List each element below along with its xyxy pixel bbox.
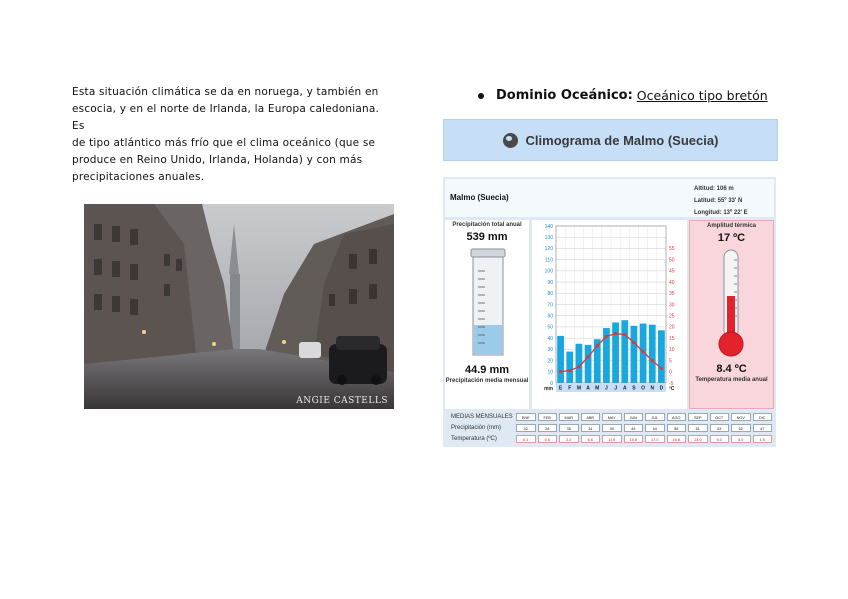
temperature-point (559, 370, 562, 373)
temp-mean-label: Temperatura media anual (695, 377, 768, 383)
intro-line: precipitaciones anuales. (72, 171, 205, 183)
right-tick-label: 5 (669, 358, 672, 365)
heading-label: Dominio Oceánico: (496, 88, 633, 103)
precip-cell: 28 (538, 424, 558, 432)
month-cell: FEB (538, 413, 558, 421)
right-tick-label: 0 (669, 369, 672, 376)
month-cell: OCT (710, 413, 730, 421)
precip-cell: 51 (688, 424, 708, 432)
globe-icon (503, 133, 518, 148)
precip-bar (649, 325, 656, 383)
x-tick-label: S (632, 385, 636, 392)
precip-cell: 42 (516, 424, 536, 432)
month-cell: SEP (688, 413, 708, 421)
temp-cell: 17.0 (645, 435, 665, 443)
x-tick-label: J (614, 385, 617, 392)
month-cell: DIC (753, 413, 773, 421)
precip-cell: 54 (645, 424, 665, 432)
chart-svg (532, 220, 687, 409)
month-cell: MAY (602, 413, 622, 421)
temp-cell: 0.5 (538, 435, 558, 443)
intro-line: escocia, y en el norte de Irlanda, la Europa caledoniana. Es (72, 103, 380, 132)
left-tick-label: 30 (547, 347, 553, 354)
street-photo (84, 204, 394, 409)
section-heading (478, 88, 768, 103)
climogram-chart (532, 220, 687, 409)
precip-bar (557, 336, 564, 383)
temperature-point (568, 369, 571, 372)
city-name: Malmo (Suecia) (450, 193, 509, 202)
x-tick-label: O (641, 385, 646, 392)
rain-gauge-icon (445, 243, 529, 363)
precip-cell: 49 (624, 424, 644, 432)
temp-row-label: Temperatura (ºC) (451, 436, 497, 442)
temperature-point (577, 365, 580, 368)
right-tick-label: 35 (669, 291, 675, 298)
precip-bar (585, 345, 592, 383)
left-tick-label: 90 (547, 279, 553, 286)
left-tick-label: 60 (547, 313, 553, 320)
temp-cell: 9.0 (710, 435, 730, 443)
precip-total-value: 539 mm (466, 231, 508, 243)
intro-paragraph (72, 84, 394, 186)
temperature-point (586, 355, 589, 358)
month-cell: AGO (667, 413, 687, 421)
temperature-panel (689, 220, 774, 409)
left-tick-label: 0 (550, 380, 553, 387)
temp-cell: 6.6 (581, 435, 601, 443)
banner-title: Climograma de Malmo (Suecia) (525, 132, 719, 148)
thermometer-icon (690, 244, 773, 364)
temp-mean-value: 8.4 ºC (716, 363, 747, 375)
precip-total-title: Precipitación total anual (452, 222, 522, 228)
precip-row-label: Precipitación (mm) (451, 425, 502, 431)
temp-cell: 11.6 (602, 435, 622, 443)
x-tick-label: N (650, 385, 655, 392)
temperature-point (605, 335, 608, 338)
right-tick-label: -5 (669, 380, 674, 387)
temperature-point (596, 344, 599, 347)
precip-mean-label: Precipitación media mensual (445, 378, 529, 384)
precip-bar (631, 326, 638, 383)
month-cell: JUN (624, 413, 644, 421)
intro-line: de tipo atlántico más frío que el clima oceánico (que se (72, 137, 376, 149)
x-tick-label: M (595, 385, 600, 392)
right-tick-label: 20 (669, 324, 675, 331)
longitude: Longitud: 13º 22' E (694, 210, 748, 216)
right-tick-label: 55 (669, 246, 675, 253)
left-tick-label: 110 (545, 257, 553, 264)
precip-cell: 53 (710, 424, 730, 432)
temp-cell: 1.5 (753, 435, 773, 443)
temp-cell: 15.8 (624, 435, 644, 443)
month-cell: ENE (516, 413, 536, 421)
right-axis-unit: ºC (669, 386, 675, 392)
temperature-point (623, 333, 626, 336)
altitude: Altitud: 106 m (694, 186, 734, 192)
month-cell: ABR (581, 413, 601, 421)
geo-info (694, 183, 748, 219)
temp-cell: 0.1 (516, 435, 536, 443)
intro-line: Esta situación climática se da en noruega, y también en (72, 86, 379, 98)
x-tick-label: E (558, 385, 563, 392)
left-tick-label: 80 (547, 291, 553, 298)
climogram (443, 177, 776, 447)
intro-line: produce en Reino Unido, Irlanda, Holanda) y con más (72, 154, 363, 166)
left-tick-label: 20 (547, 358, 553, 365)
precip-mean-value: 44.9 mm (464, 364, 510, 376)
temp-cell: 16.6 (667, 435, 687, 443)
temperature-point (641, 350, 644, 353)
photo-watermark: ANGIE CASTELLS (296, 396, 388, 406)
left-tick-label: 140 (544, 223, 553, 230)
precip-cell: 34 (581, 424, 601, 432)
left-tick-label: 10 (547, 369, 553, 376)
monthly-table (445, 412, 774, 445)
temp-cell: 2.2 (559, 435, 579, 443)
amplitude-value: 17 ºC (717, 232, 746, 244)
precip-cell: 35 (559, 424, 579, 432)
table-row (445, 434, 774, 444)
amplitude-title: Amplitud térmica (706, 223, 756, 229)
right-tick-label: 50 (669, 257, 675, 264)
temp-cell: 5.0 (731, 435, 751, 443)
precip-cell: 56 (667, 424, 687, 432)
temperature-point (660, 367, 663, 370)
latitude: Latitud: 55º 33' N (694, 198, 743, 204)
climogram-banner (443, 119, 778, 161)
temperature-point (651, 359, 654, 362)
precip-cell: 39 (602, 424, 622, 432)
bullet-icon (478, 93, 484, 99)
right-tick-label: 25 (669, 313, 675, 320)
precip-bar (658, 330, 665, 383)
table-row (445, 412, 774, 422)
x-tick-label: M (576, 385, 582, 392)
table-row (445, 423, 774, 433)
left-tick-label: 130 (544, 235, 553, 242)
right-tick-label: 15 (669, 335, 675, 342)
temperature-point (614, 332, 617, 335)
x-tick-label: F (568, 385, 572, 392)
left-tick-label: 100 (544, 268, 553, 275)
left-tick-label: 120 (544, 246, 553, 253)
precip-cell: 47 (753, 424, 773, 432)
climogram-header (445, 179, 774, 217)
left-tick-label: 70 (547, 302, 553, 309)
x-tick-label: D (659, 385, 664, 392)
month-cell: NOV (731, 413, 751, 421)
temp-cell: 13.0 (688, 435, 708, 443)
precip-cell: 52 (731, 424, 751, 432)
month-cell: JUL (645, 413, 665, 421)
precipitation-panel (445, 220, 529, 409)
precip-bar (612, 322, 619, 383)
left-axis-unit: mm (544, 386, 553, 392)
precip-bar (566, 352, 573, 383)
temperature-point (632, 341, 635, 344)
precip-bar (621, 320, 628, 383)
table-head-label: MEDIAS MENSUALES (451, 414, 513, 420)
heading-link[interactable]: Oceánico tipo bretón (636, 88, 768, 103)
x-tick-label: J (605, 385, 608, 392)
right-tick-label: 10 (669, 347, 675, 354)
left-tick-label: 40 (547, 335, 553, 342)
right-tick-label: 30 (669, 302, 675, 309)
month-cell: MAR (559, 413, 579, 421)
right-tick-label: 40 (669, 279, 675, 286)
x-tick-label: A (622, 385, 627, 392)
x-tick-label: A (586, 385, 590, 392)
left-tick-label: 50 (547, 324, 553, 331)
right-tick-label: 45 (669, 268, 675, 275)
